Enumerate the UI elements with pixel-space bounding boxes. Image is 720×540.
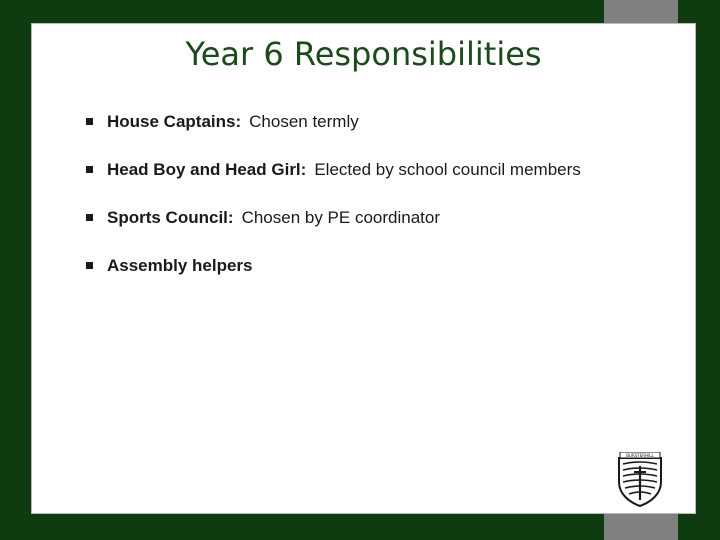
bullet-term: House Captains: — [107, 112, 242, 131]
content-panel — [32, 24, 695, 513]
square-bullet-icon — [86, 166, 93, 173]
bullet-term: Assembly helpers — [107, 256, 253, 275]
bullet-term: Sports Council: — [107, 208, 234, 227]
bullet-item — [86, 208, 581, 228]
bullet-list — [86, 112, 581, 304]
square-bullet-icon — [86, 262, 93, 269]
bullet-detail: Chosen termly — [249, 112, 359, 131]
square-bullet-icon — [86, 214, 93, 221]
bullet-item — [86, 112, 581, 132]
bullet-detail: Chosen by PE coordinator — [241, 208, 441, 227]
square-bullet-icon — [86, 118, 93, 125]
bullet-detail: Elected by school council members — [314, 160, 581, 179]
bullet-item — [86, 256, 581, 276]
slide-title: Year 6 Responsibilities — [185, 35, 542, 73]
bullet-term: Head Boy and Head Girl: — [107, 160, 307, 179]
crest-label: BURSTERHILL — [626, 452, 654, 458]
bullet-item — [86, 160, 581, 180]
school-crest-icon — [617, 452, 663, 508]
